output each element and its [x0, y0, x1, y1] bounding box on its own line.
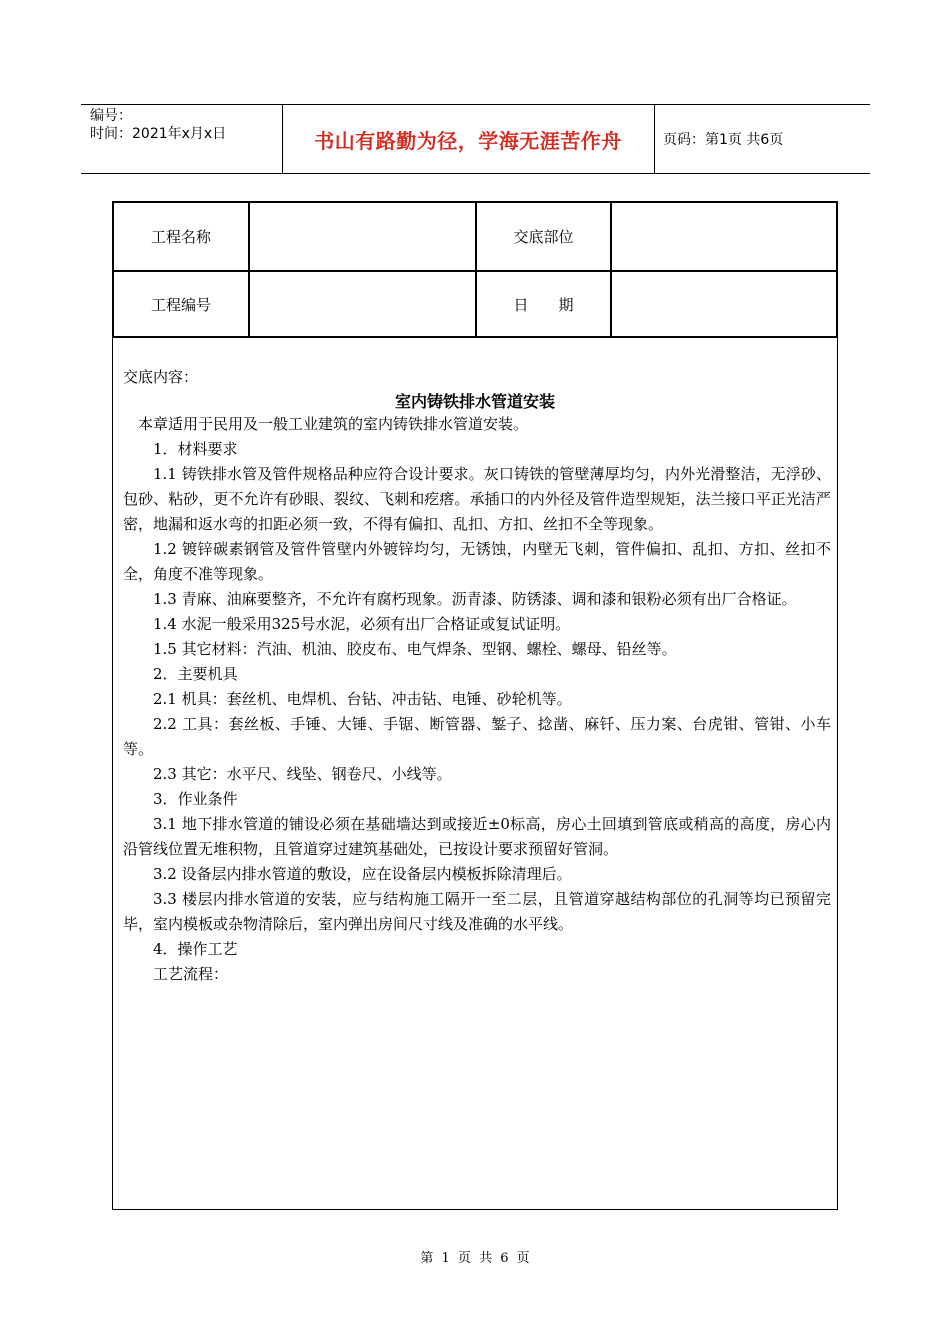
paragraph: 2.2 工具：套丝板、手锤、大锤、手锯、断管器、錾子、捻凿、麻钎、压力案、台虎钳、管钳、小车等。 [123, 715, 831, 758]
content-body [123, 412, 831, 987]
document-number-label: 编号： [90, 108, 132, 124]
footer-page-total: 6 [500, 1251, 509, 1266]
header-meta [90, 107, 226, 143]
page-header [81, 104, 870, 174]
project-number-label: 工程编号 [150, 295, 211, 314]
document-date: 时间：2021年x月x日 [90, 126, 227, 142]
footer-total-prefix: 共 [479, 1251, 493, 1266]
footer-page-prefix: 第 [420, 1251, 434, 1266]
project-name-label: 工程名称 [150, 228, 211, 246]
header-page-info: 页码：第1页 共6页 [663, 132, 784, 148]
project-name-value [250, 203, 475, 270]
paragraph: 1.1 铸铁排水管及管件规格品种应符合设计要求。灰口铸铁的管壁薄厚均匀，内外光滑整洁，无浮砂、包砂、粘砂，更不允许有砂眼、裂纹、飞刺和疙瘩。承插口的内外径及管件造型规矩，法兰接口平正光洁严密，地漏和返水弯的扣距必须一致，不得有偏扣、乱扣、方扣、丝扣不全等现象。 [123, 465, 831, 533]
paragraph: 2.3 其它：水平尺、线坠、钢卷尺、小线等。 [153, 765, 452, 783]
project-number-value [250, 272, 475, 336]
date-label: 日 期 [513, 295, 574, 314]
content-label: 交底内容： [123, 368, 199, 386]
paragraph: 本章适用于民用及一般工业建筑的室内铸铁排水管道安装。 [138, 415, 529, 433]
handover-content-box [112, 338, 838, 1210]
header-divider [654, 105, 655, 173]
paragraph: 工艺流程： [153, 965, 229, 983]
section-heading: 1．材料要求 [153, 440, 238, 458]
content-title: 室内铸铁排水管道安装 [394, 392, 555, 411]
header-motto: 书山有路勤为径，学海无涯苦作舟 [314, 128, 622, 153]
handover-part-label: 交底部位 [513, 228, 574, 246]
handover-part-value [612, 203, 836, 270]
footer-page-suffix: 页 [516, 1251, 530, 1266]
paragraph: 1.3 青麻、油麻要整齐，不允许有腐朽现象。沥青漆、防锈漆、调和漆和银粉必须有出厂合格证。 [153, 590, 797, 608]
date-value [612, 272, 836, 336]
paragraph: 1.5 其它材料：汽油、机油、胶皮布、电气焊条、型钢、螺栓、螺母、铅丝等。 [153, 640, 677, 658]
footer-page-mid: 页 [457, 1251, 471, 1266]
paragraph: 1.4 水泥一般采用325号水泥，必须有出厂合格证或复试证明。 [153, 615, 571, 633]
footer-page-current: 1 [441, 1251, 450, 1266]
section-heading: 4．操作工艺 [153, 940, 238, 958]
paragraph: 2.1 机具：套丝机、电焊机、台钻、冲击钻、电锤、砂轮机等。 [153, 690, 572, 708]
project-info-table [112, 201, 838, 338]
paragraph: 3.3 楼层内排水管道的安装，应与结构施工隔开一至二层，且管道穿越结构部位的孔洞等均已预留完毕，室内模板或杂物清除后，室内弹出房间尺寸线及准确的水平线。 [123, 890, 831, 933]
paragraph: 3.2 设备层内排水管道的敷设，应在设备层内模板拆除清理后。 [153, 865, 572, 883]
paragraph: 1.2 镀锌碳素钢管及管件管壁内外镀锌均匀，无锈蚀，内壁无飞刺，管件偏扣、乱扣、方扣、丝扣不全，角度不准等现象。 [123, 540, 831, 583]
page-footer [0, 1247, 950, 1266]
section-heading: 2．主要机具 [153, 665, 238, 683]
section-heading: 3．作业条件 [153, 790, 238, 808]
paragraph: 3.1 地下排水管道的铺设必须在基础墙达到或接近±0标高，房心土回填到管底或稍高的高度，房心内沿管线位置无堆积物，且管道穿过建筑基础处，已按设计要求预留好管洞。 [123, 815, 831, 858]
